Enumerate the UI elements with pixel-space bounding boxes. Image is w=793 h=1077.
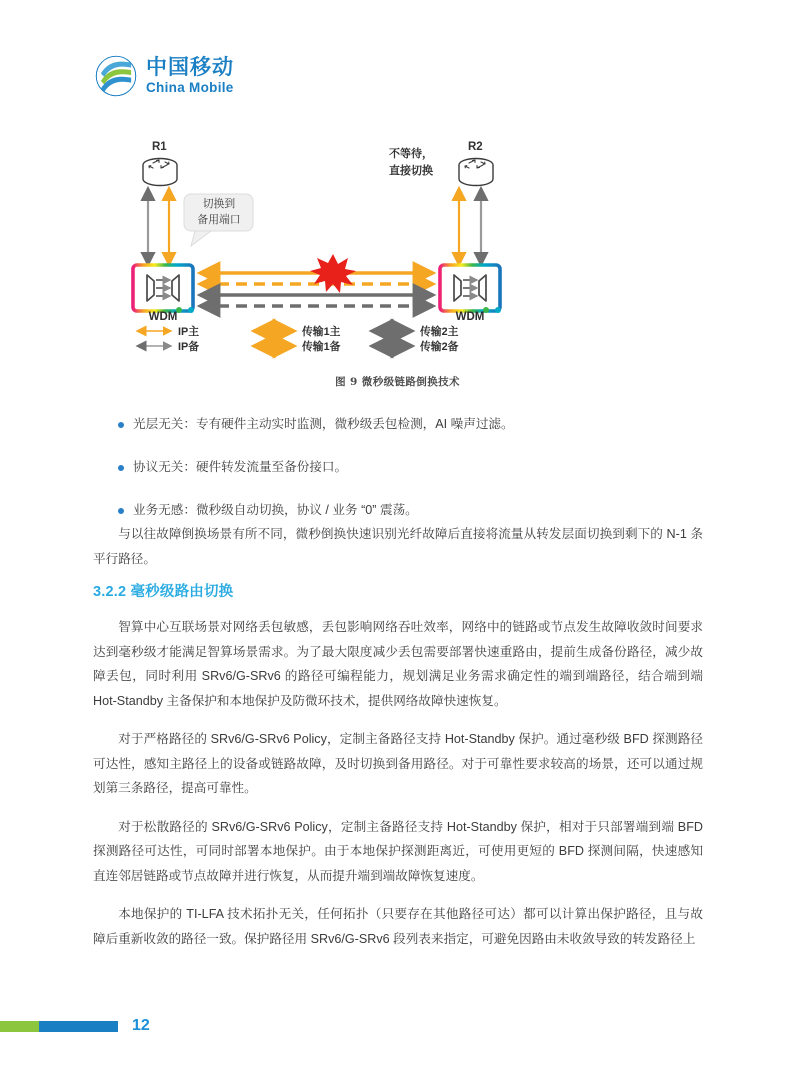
section-3-2-2-block [93, 580, 703, 966]
page-header [95, 55, 234, 97]
callout-bubble-line1: 切换到 [202, 198, 236, 210]
svg-text:R1: R1 [152, 141, 167, 153]
page-footer [0, 1017, 150, 1035]
list-item [118, 501, 698, 520]
brand-text [146, 57, 234, 95]
china-mobile-logo-icon [95, 55, 137, 97]
paragraph-2: 对于严格路径的 SRv6/G-SRv6 Policy，定制主备路径支持 Hot-Standby 保护。通过毫秒级 BFD 探测路径可达性，感知主路径上的设备或链路故障，及时切换到备用路径。对于可靠性要求较高的场景，还可以通过规划第三条路径，提高可靠性。 [93, 732, 703, 796]
figure-microsecond-link-switchover [95, 132, 700, 367]
legend-label-transport1-primary: 传输1主 [302, 326, 341, 338]
bullet-text: 光层无关：专有硬件主动实时监测，微秒级丢包检测，AI 噪声过滤。 [133, 417, 514, 431]
callout-bubble-text [192, 197, 246, 228]
bullet-text: 业务无感：微秒级自动切换，协议 / 业务 “0” 震荡。 [133, 502, 418, 517]
paragraph-4: 本地保护的 TI-LFA 技术拓扑无关，任何拓扑（只要存在其他路径可达）都可以计算出保护路径，且与故障后重新收敛的路径一致。保护路径用 SRv6/G-SRv6 段列表来指定，可避免因路由未收敛导致的转发路径上 [93, 907, 703, 947]
bullet-dot-icon [118, 465, 124, 471]
wdm-right-label: WDM [455, 311, 485, 323]
page-number: 12 [132, 1017, 150, 1034]
page-title: 3.2.2 毫秒级路由切换 [93, 584, 234, 600]
brand-name-en: China Mobile [146, 80, 234, 96]
fault-burst-icon [310, 254, 356, 293]
paragraph-intro: 与以往故障倒换场景有所不同，微秒倒换快速识别光纤故障后直接将流量从转发层面切换到剩下的 N-1 条平行路径。 [93, 527, 703, 566]
legend-label-transport1-backup: 传输1备 [302, 341, 341, 353]
router-r1-icon [143, 141, 177, 185]
callout-no-wait-direct-switch [389, 146, 451, 179]
wdm-left-icon [133, 265, 194, 313]
paragraph-3: 对于松散路径的 SRv6/G-SRv6 Policy，定制主备路径支持 Hot-Standby 保护，相对于只部署端到端 BFD 探测路径可达性，可同时部署本地保护。由于本地保护探测距离近，可使用更短的 BFD 探测间隔，快速感知直连邻居链路或节点故障并进行恢复，从而提升端到端故障恢复速度。 [93, 819, 703, 883]
right-note-line2: 直接切换 [389, 164, 433, 177]
router-r2-icon [459, 141, 493, 186]
footer-accent-bar-blue [39, 1021, 118, 1032]
legend-label-transport2-primary: 传输2主 [420, 326, 459, 338]
figure-caption: 图 9 微秒级链路倒换技术 [335, 376, 460, 388]
bullet-text: 协议无关：硬件转发流量至备份接口。 [133, 459, 348, 474]
brand-name-cn: 中国移动 [146, 56, 234, 80]
wdm-left-label: WDM [148, 311, 178, 323]
list-item [118, 458, 698, 477]
callout-bubble-line2: 备用端口 [197, 213, 241, 226]
right-note-line1: 不等待， [389, 148, 433, 160]
wdm-right-icon [440, 265, 501, 313]
intro-paragraph-block [93, 522, 703, 585]
list-item [118, 415, 698, 434]
bullet-dot-icon [118, 422, 124, 428]
legend-label-ip-primary: IP主 [178, 326, 199, 338]
legend-label-transport2-backup: 传输2备 [420, 341, 459, 353]
legend-label-ip-backup: IP备 [178, 341, 199, 353]
footer-accent-bar-green [0, 1021, 39, 1032]
diagram-canvas [95, 132, 700, 367]
svg-text:R2: R2 [468, 141, 483, 153]
bullet-dot-icon [118, 508, 124, 514]
paragraph-1: 智算中心互联场景对网络丢包敏感，丢包影响网络吞吐效率，网络中的链路或节点发生故障收敛时间要求达到毫秒级才能满足智算场景需求。为了最大限度减少丢包需要部署快速重路由，提前生成备份路径，减少故障丢包，同时利用 SRv6/G-SRv6 的路径可编程能力，规划满足业务需求确定性的端到端路径，结合端到端 Hot-Standby 主备保护和本地保护及防微环技术，提供网络故障快速恢复。 [93, 620, 703, 708]
